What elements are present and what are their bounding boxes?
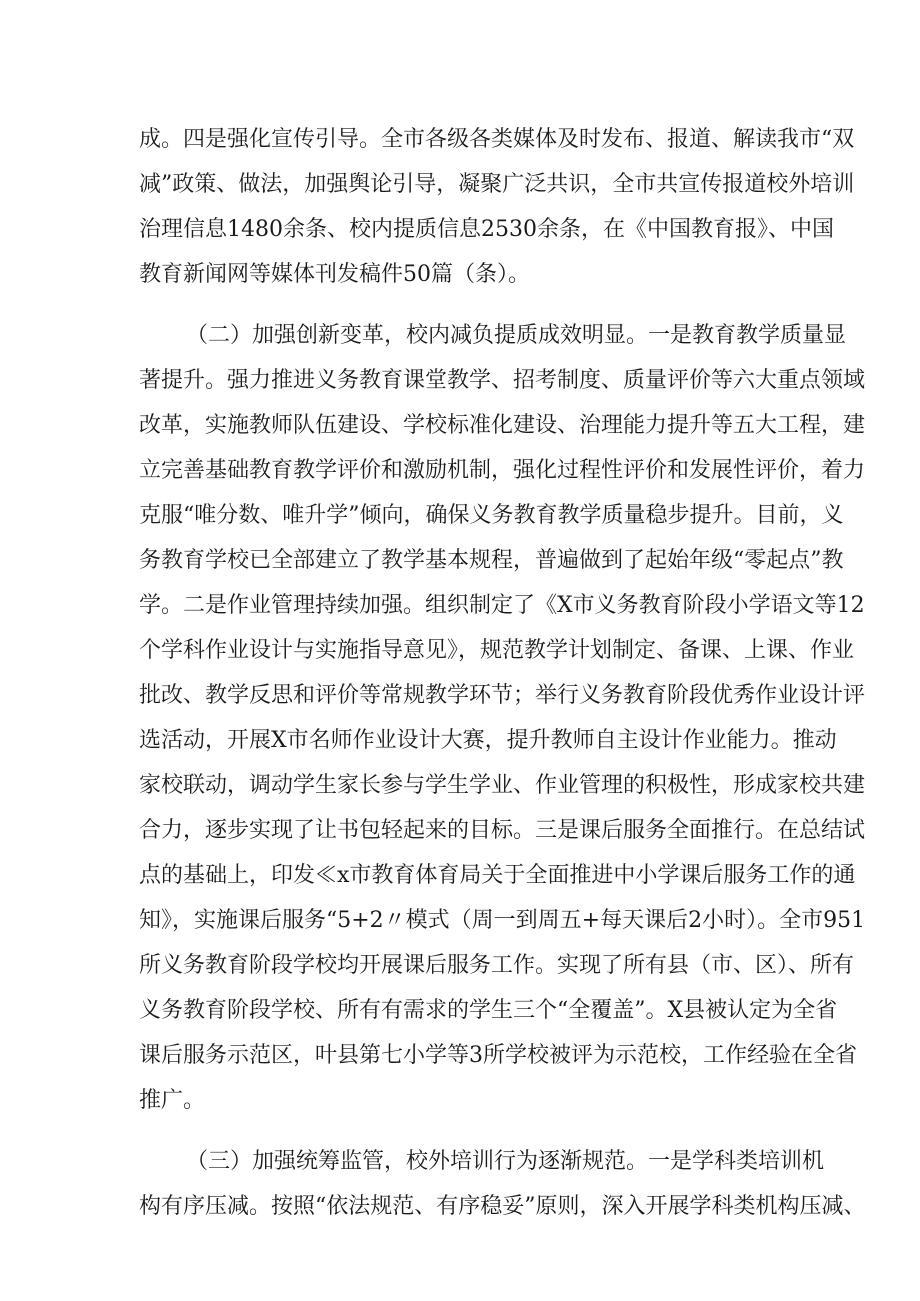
- text-line: 立完善基础教育教学评价和激励机制，强化过程性评价和发展性评价，着力: [139, 458, 866, 483]
- text-line: 选活动，开展X市名师作业设计大赛，提升教师自主设计作业能力。推动: [139, 728, 837, 753]
- text-line: 推广。: [139, 1088, 206, 1113]
- text-line: （三）加强统筹监管，校外培训行为逐渐规范。一是学科类培训机: [186, 1149, 825, 1174]
- text-line: 成。四是强化宣传引导。全市各级各类媒体及时发布、报道、解读我市“双: [139, 127, 855, 152]
- text-line: 克服“唯分数、唯升学”倾向，确保义务教育教学质量稳步提升。目前，义: [139, 503, 844, 528]
- text-line: 个学科作业设计与实施指导意见》，规范教学计划制定、备课、上课、作业: [139, 638, 855, 663]
- text-line: 减”政策、做法，加强舆论引导，凝聚广泛共识，全市共宣传报道校外培训: [139, 172, 855, 197]
- text-line: 义务教育阶段学校、所有有需求的学生三个“全覆盖”。X县被认定为全省: [139, 998, 838, 1023]
- text-line: 构有序压减。按照“依法规范、有序稳妥”原则，深入开展学科类机构压减、: [139, 1194, 866, 1219]
- text-line: 务教育学校已全部建立了教学基本规程，普遍做到了起始年级“零起点”教: [139, 548, 844, 573]
- text-line: 点的基础上，印发≪x市教育体育局关于全面推进中小学课后服务工作的通: [139, 863, 856, 888]
- text-line: 家校联动，调动学生家长参与学生学业、作业管理的积极性，形成家校共建: [139, 773, 866, 798]
- text-line: 改革，实施教师队伍建设、学校标准化建设、治理能力提升等五大工程，建: [139, 413, 866, 438]
- text-line: 学。二是作业管理持续加强。组织制定了《X市义务教育阶段小学语文等12: [139, 593, 865, 618]
- text-line: 治理信息1480余条、校内提质信息2530余条，在《中国教育报》、中国: [139, 217, 834, 242]
- text-line: （二）加强创新变革，校内减负提质成效明显。一是教育教学质量显: [186, 323, 847, 348]
- text-line: 课后服务示范区，叶县第七小学等3所学校被评为示范校，工作经验在全省: [139, 1043, 857, 1068]
- text-line: 著提升。强力推进义务教育课堂教学、招考制度、质量评价等六大重点领域: [139, 368, 866, 393]
- text-line: 所义务教育阶段学校均开展课后服务工作。实现了所有县（市、区）、所有: [139, 953, 855, 978]
- text-line: 合力，逐步实现了让书包轻起来的目标。三是课后服务全面推行。在总结试: [139, 818, 866, 843]
- text-line: 批改、教学反思和评价等常规教学环节；举行义务教育阶段优秀作业设计评: [139, 683, 866, 708]
- text-line: 教育新闻网等媒体刊发稿件50篇（条）。: [139, 262, 530, 287]
- text-line: 知》，实施课后服务“5+2〃模式（周一到周五+每天课后2小时）。全市951: [139, 908, 866, 933]
